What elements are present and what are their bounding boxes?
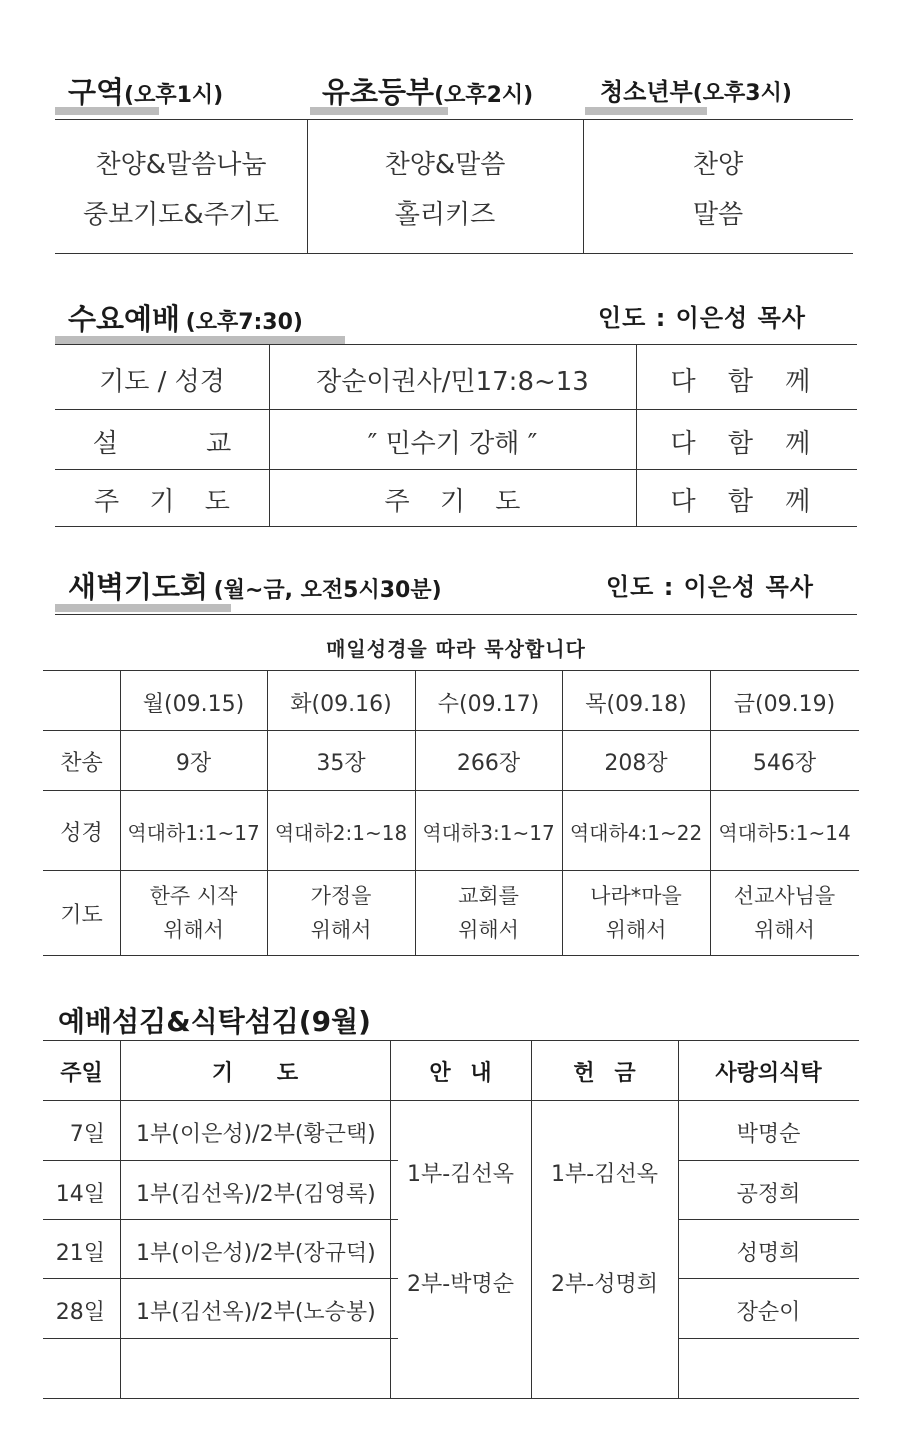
offering-second-service: 2부-성명희: [551, 1272, 658, 1297]
dawn-day-header: 화(09.16): [290, 692, 392, 717]
hymn-cell: 9장: [175, 751, 212, 776]
wednesday-heading: [68, 297, 303, 338]
usher-second-service: 2부-박명순: [407, 1272, 514, 1297]
table-duty-cell: 공정희: [736, 1182, 801, 1207]
prayer-cell-line2: 위해서: [458, 918, 519, 942]
wednesday-row-content: 주 기 도: [384, 487, 521, 517]
youth-activity-1: 찬양: [692, 150, 744, 180]
prayer-duty-cell: 1부(이은성)/2부(황근택): [136, 1122, 376, 1147]
youth-heading: [600, 72, 792, 107]
hymn-cell: 546장: [752, 751, 817, 776]
table-duty-cell: 성명희: [736, 1241, 801, 1266]
group-heading: [68, 70, 223, 111]
service-heading: [58, 1000, 371, 1040]
wednesday-leader: 인도 : 이은성 목사: [598, 304, 806, 332]
dawn-heading: [68, 565, 442, 606]
prayer-cell-line1: 가정을: [310, 884, 372, 908]
wednesday-row-who: 다 함 께: [670, 367, 823, 397]
dawn-day-header: 수(09.17): [437, 692, 540, 717]
kids-heading: [322, 70, 533, 111]
group-time: (오후1시): [124, 83, 224, 108]
service-title: 예배섬김&식탁섬김(9월): [58, 1005, 371, 1038]
prayer-duty-cell: 1부(김선옥)/2부(김영록): [136, 1182, 376, 1207]
hymn-cell: 208장: [604, 751, 668, 776]
dawn-note: 매일성경을 따라 묵상합니다: [326, 637, 586, 661]
youth-activity-2: 말씀: [692, 200, 744, 230]
dawn-day-header: 금(09.19): [733, 692, 836, 717]
prayer-cell-line1: 교회를: [458, 884, 519, 908]
dawn-leader: 인도 : 이은성 목사: [606, 573, 814, 601]
prayer-cell-line1: 선교사님을: [733, 884, 836, 908]
prayer-cell-line2: 위해서: [605, 918, 667, 942]
sunday-cell: 21일: [55, 1241, 105, 1266]
prayer-cell-line2: 위해서: [310, 918, 372, 942]
hymn-label: 찬송: [60, 751, 103, 776]
table-duty-cell: 장순이: [736, 1300, 801, 1325]
scripture-cell: 역대하3:1~17: [422, 821, 555, 845]
wednesday-row-who: 다 함 께: [670, 487, 823, 517]
scripture-cell: 역대하4:1~22: [569, 821, 703, 845]
kids-activity-2: 홀리키즈: [394, 200, 496, 230]
hymn-cell: 35장: [316, 751, 366, 776]
wednesday-row-label: 설 교: [92, 429, 232, 459]
usher-first-service: 1부-김선옥: [407, 1162, 514, 1187]
scripture-cell: 역대하1:1~17: [127, 821, 260, 845]
col-prayer-header: 기 도: [211, 1061, 299, 1086]
dawn-day-header: 목(09.18): [585, 692, 687, 717]
prayer-cell-line2: 위해서: [754, 918, 815, 942]
offering-first-service: 1부-김선옥: [551, 1162, 658, 1187]
hymn-cell: 266장: [456, 751, 521, 776]
col-table-header: 사랑의식탁: [715, 1061, 822, 1086]
dawn-title: 새벽기도회: [68, 570, 209, 604]
wednesday-time: (오후7:30): [185, 310, 303, 335]
kids-activity-1: 찬양&말씀: [384, 150, 506, 180]
wednesday-row-label: 주 기 도: [94, 487, 230, 517]
youth-time: (오후3시): [692, 81, 792, 106]
dawn-time: (월~금, 오전5시30분): [213, 578, 442, 603]
prayer-cell-line1: 한주 시작: [149, 884, 238, 908]
scripture-label: 성경: [60, 821, 103, 846]
prayer-duty-cell: 1부(김선옥)/2부(노승봉): [136, 1300, 376, 1325]
scripture-cell: 역대하2:1~18: [274, 821, 408, 845]
group-activity-2: 중보기도&주기도: [82, 200, 280, 230]
wednesday-row-label: 기도 / 성경: [99, 367, 225, 397]
wednesday-title: 수요예배: [68, 302, 181, 336]
scripture-cell: 역대하5:1~14: [718, 821, 851, 845]
prayer-cell-line1: 나라*마을: [590, 884, 682, 908]
wednesday-row-content: ″ 민수기 강해 ″: [367, 429, 538, 459]
table-duty-cell: 박명순: [736, 1122, 801, 1147]
prayer-cell-line2: 위해서: [163, 918, 224, 942]
wednesday-row-content: 장순이권사/민17:8~13: [316, 367, 589, 397]
group-activity-1: 찬양&말씀나눔: [95, 150, 267, 180]
kids-title: 유초등부: [322, 75, 435, 109]
group-title: 구역: [68, 75, 125, 109]
dawn-day-header: 월(09.15): [142, 692, 245, 717]
col-sunday-header: 주일: [60, 1061, 103, 1086]
sunday-cell: 7일: [69, 1122, 105, 1147]
col-usher-header: 안 내: [429, 1061, 492, 1086]
sunday-cell: 28일: [55, 1300, 105, 1325]
prayer-duty-cell: 1부(이은성)/2부(장규덕): [136, 1241, 376, 1266]
wednesday-row-who: 다 함 께: [670, 429, 823, 459]
col-offering-header: 헌 금: [573, 1061, 636, 1086]
prayer-label: 기도: [60, 903, 103, 928]
kids-time: (오후2시): [434, 83, 534, 108]
sunday-cell: 14일: [55, 1182, 105, 1207]
youth-title: 청소년부: [600, 78, 693, 106]
